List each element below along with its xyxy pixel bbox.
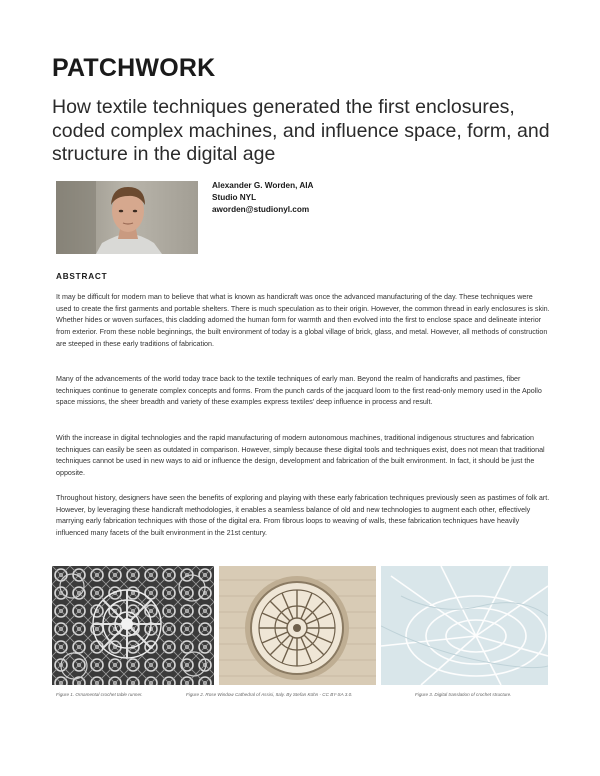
figure-2-caption: Figure 2. Rose Window Cathedral of Assisi, Italy. By Stefan Kühn - CC BY-SA 3.0. — [186, 692, 353, 697]
abstract-heading: ABSTRACT — [56, 272, 108, 281]
page-subtitle: How textile techniques generated the first enclosures, coded complex machines, and influence space, form, and structure in the digital age — [52, 96, 550, 165]
figure-rose-window — [219, 566, 376, 685]
author-block — [212, 180, 313, 216]
figure-1-caption: Figure 1. Ornamental crochet table runner. — [56, 692, 143, 697]
abstract-paragraph-2: Many of the advancements of the world today trace back to the textile techniques of early man. Beyond the realm of handicrafts and pastimes, fiber techniques continue to generate complex concepts and forms. From the punch cards of the jacquard loom to the first read-only memory used in the Apollo space missions, the sheer breadth and variety of these examples express textiles' deep influence in process and result. — [56, 375, 542, 407]
author-portrait — [56, 181, 198, 254]
abstract-paragraph-1: It may be difficult for modern man to believe that what is known as handicraft was once the advanced manufacturing of the day. These techniques were used to create the first garments and portable shelters. There is much speculation as to their origin. However, the common thread in early enclosures is skin. Whether hides or woven surfaces, this cladding adorned the human form for warmth and then evolved into the first to enclose space and delineate interior from exterior. From these noble beginnings, the built environment of today is a global village of brick, glass, and metal. However, all methods of construction are steeped in these early traditions of fabrication. — [56, 293, 550, 348]
figure-3-caption: Figure 3. Digital translation of crochet structure. — [415, 692, 512, 697]
figure-crochet-runner — [52, 566, 214, 685]
figure-digital-structure — [381, 566, 548, 685]
author-studio: Studio NYL — [212, 193, 257, 202]
author-email[interactable]: aworden@studionyl.com — [212, 205, 310, 214]
abstract-paragraph-4: Throughout history, designers have seen the benefits of exploring and playing with these early fabrication techniques previously seen as pastimes of folk art. However, by leveraging these handicraft methodologies, it enables a seamless balance of old and new technologies to augment each other, effectively marrying early fabrication techniques with those of the digital era. From fibrous loops to weaving of walls, these fabrication techniques have heavily influenced many facets of the built environment in the 21st century. — [56, 494, 550, 538]
page-title: PATCHWORK — [52, 54, 216, 82]
abstract-paragraph-3: With the increase in digital technologies and the rapid manufacturing of modern autonomous machines, traditional indigenous structures and fabrication techniques can easily be seen as outdated in comparison. However, simply because these digital tools and techniques exist, does not mean that traditional techniques cannot be used in new ways to aid or influence the design, development and fabrication of the built environment. In fact, it should be just the opposite. — [56, 434, 545, 478]
author-name: Alexander G. Worden, AIA — [212, 181, 314, 190]
